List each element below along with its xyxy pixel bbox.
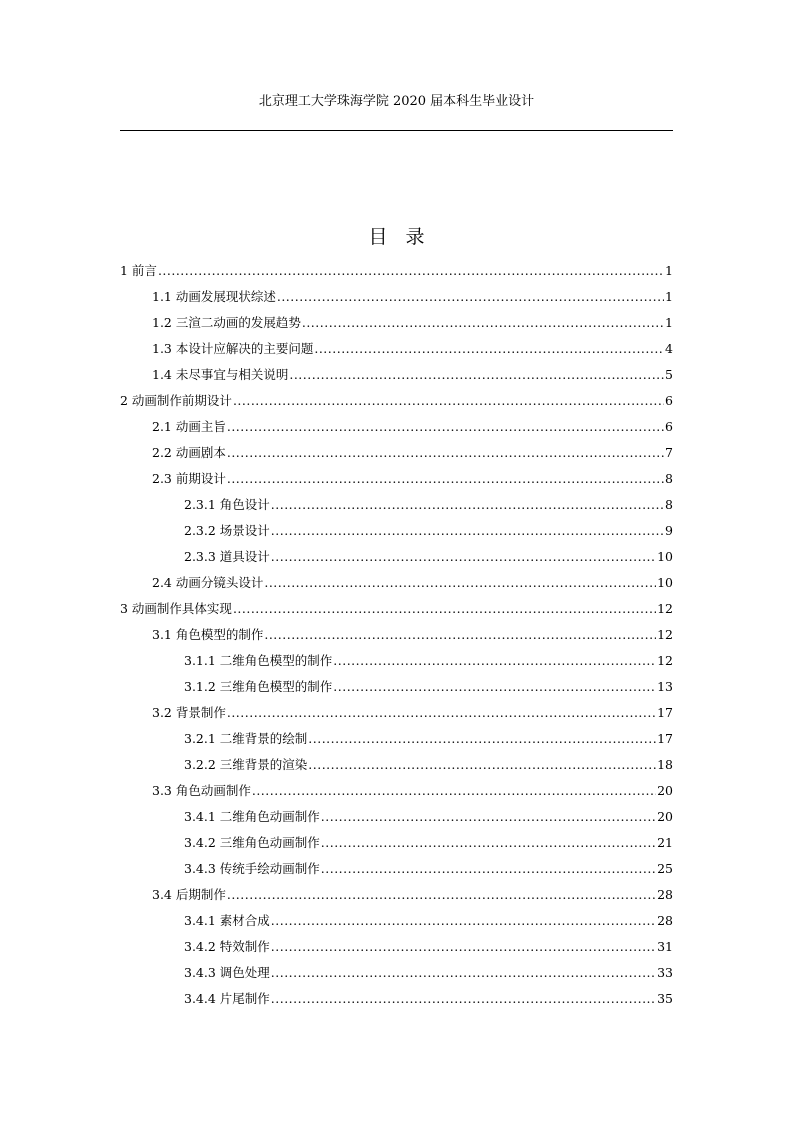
toc-dot-leader xyxy=(271,986,656,1012)
toc-dot-leader xyxy=(271,518,664,544)
toc-dot-leader xyxy=(227,440,664,466)
toc-entry[interactable] xyxy=(120,570,673,596)
toc-dot-leader xyxy=(271,934,656,960)
toc-entry-label: 3.4 后期制作 xyxy=(152,887,226,902)
toc-entry[interactable] xyxy=(120,388,673,414)
toc-entry-page: 8 xyxy=(665,471,673,486)
toc-entry-label: 3.2 背景制作 xyxy=(152,705,226,720)
toc-entry[interactable] xyxy=(120,336,673,362)
toc-entry-label: 3.1.1 二维角色模型的制作 xyxy=(184,653,333,668)
toc-dot-leader xyxy=(302,310,664,336)
toc-entry-page: 28 xyxy=(657,913,673,928)
toc-entry-page: 1 xyxy=(665,289,673,304)
toc-entry[interactable] xyxy=(120,414,673,440)
toc-dot-leader xyxy=(158,258,664,284)
toc-entry-page: 33 xyxy=(657,965,673,980)
toc-entry-page: 13 xyxy=(657,679,673,694)
toc-entry-page: 8 xyxy=(665,497,673,512)
toc-entry-page: 17 xyxy=(657,731,673,746)
table-of-contents xyxy=(120,258,673,1012)
toc-entry-label: 2.3.2 场景设计 xyxy=(184,523,270,538)
toc-entry-page: 9 xyxy=(665,523,673,538)
toc-entry[interactable] xyxy=(120,934,673,960)
toc-entry[interactable] xyxy=(120,284,673,310)
toc-entry-page: 25 xyxy=(657,861,673,876)
toc-entry[interactable] xyxy=(120,700,673,726)
toc-entry-page: 21 xyxy=(657,835,673,850)
toc-dot-leader xyxy=(233,388,664,414)
toc-entry-page: 6 xyxy=(665,419,673,434)
toc-entry-page: 17 xyxy=(657,705,673,720)
toc-dot-leader xyxy=(227,700,656,726)
toc-entry-label: 3.4.4 片尾制作 xyxy=(184,991,270,1006)
toc-entry-page: 1 xyxy=(665,315,673,330)
toc-entry[interactable] xyxy=(120,362,673,388)
toc-entry-label: 3 动画制作具体实现 xyxy=(120,601,232,616)
toc-entry-label: 1.3 本设计应解决的主要问题 xyxy=(152,341,314,356)
toc-dot-leader xyxy=(271,544,656,570)
toc-entry-label: 1.1 动画发展现状综述 xyxy=(152,289,276,304)
toc-entry-page: 28 xyxy=(657,887,673,902)
toc-entry[interactable] xyxy=(120,466,673,492)
header-rule xyxy=(120,130,673,131)
toc-entry-label: 3.4.2 特效制作 xyxy=(184,939,270,954)
toc-entry[interactable] xyxy=(120,622,673,648)
toc-dot-leader xyxy=(264,570,656,596)
toc-entry[interactable] xyxy=(120,310,673,336)
toc-entry-page: 20 xyxy=(657,809,673,824)
toc-entry-label: 2.3.1 角色设计 xyxy=(184,497,270,512)
toc-entry[interactable] xyxy=(120,778,673,804)
toc-entry[interactable] xyxy=(120,804,673,830)
toc-entry-label: 3.4.1 二维角色动画制作 xyxy=(184,809,320,824)
toc-entry[interactable] xyxy=(120,882,673,908)
toc-entry-label: 3.4.2 三维角色动画制作 xyxy=(184,835,320,850)
toc-entry[interactable] xyxy=(120,752,673,778)
toc-entry-label: 1 前言 xyxy=(120,263,157,278)
toc-entry[interactable] xyxy=(120,648,673,674)
toc-entry[interactable] xyxy=(120,986,673,1012)
toc-entry-label: 3.4.3 传统手绘动画制作 xyxy=(184,861,320,876)
toc-dot-leader xyxy=(227,882,656,908)
toc-dot-leader xyxy=(277,284,664,310)
toc-entry-label: 2 动画制作前期设计 xyxy=(120,393,232,408)
page-header: 北京理工大学珠海学院 2020 届本科生毕业设计 xyxy=(258,94,535,109)
toc-entry-label: 2.3 前期设计 xyxy=(152,471,226,486)
toc-entry[interactable] xyxy=(120,960,673,986)
toc-entry-page: 10 xyxy=(657,575,673,590)
toc-dot-leader xyxy=(308,752,656,778)
toc-entry-label: 3.2.2 三维背景的渲染 xyxy=(184,757,308,772)
toc-entry[interactable] xyxy=(120,830,673,856)
toc-entry-label: 3.1.2 三维角色模型的制作 xyxy=(184,679,333,694)
toc-entry[interactable] xyxy=(120,908,673,934)
toc-entry-label: 2.3.3 道具设计 xyxy=(184,549,270,564)
toc-entry-label: 3.1 角色模型的制作 xyxy=(152,627,264,642)
toc-entry[interactable] xyxy=(120,258,673,284)
toc-entry-page: 35 xyxy=(657,991,673,1006)
toc-entry-page: 31 xyxy=(657,939,673,954)
toc-dot-leader xyxy=(233,596,656,622)
toc-dot-leader xyxy=(321,856,656,882)
toc-dot-leader xyxy=(289,362,664,388)
toc-entry-page: 12 xyxy=(657,601,673,616)
toc-dot-leader xyxy=(333,674,656,700)
toc-entry[interactable] xyxy=(120,674,673,700)
toc-entry-page: 20 xyxy=(657,783,673,798)
toc-entry[interactable] xyxy=(120,440,673,466)
toc-entry-page: 12 xyxy=(657,627,673,642)
toc-entry-page: 5 xyxy=(665,367,673,382)
toc-entry-page: 12 xyxy=(657,653,673,668)
toc-entry-label: 2.4 动画分镜头设计 xyxy=(152,575,264,590)
toc-dot-leader xyxy=(271,492,664,518)
toc-entry-label: 3.4.1 素材合成 xyxy=(184,913,270,928)
toc-entry-label: 2.2 动画剧本 xyxy=(152,445,226,460)
toc-dot-leader xyxy=(227,414,664,440)
toc-entry-page: 10 xyxy=(657,549,673,564)
toc-dot-leader xyxy=(271,908,656,934)
toc-entry-label: 1.2 三渲二动画的发展趋势 xyxy=(152,315,301,330)
toc-entry-page: 7 xyxy=(665,445,673,460)
toc-entry[interactable] xyxy=(120,726,673,752)
toc-dot-leader xyxy=(271,960,656,986)
toc-dot-leader xyxy=(308,726,656,752)
toc-entry[interactable] xyxy=(120,544,673,570)
toc-entry-page: 6 xyxy=(665,393,673,408)
toc-entry-page: 18 xyxy=(657,757,673,772)
toc-dot-leader xyxy=(333,648,656,674)
toc-entry-label: 2.1 动画主旨 xyxy=(152,419,226,434)
toc-dot-leader xyxy=(252,778,656,804)
toc-entry-page: 1 xyxy=(665,263,673,278)
toc-entry-label: 1.4 未尽事宜与相关说明 xyxy=(152,367,289,382)
toc-entry[interactable] xyxy=(120,596,673,622)
toc-dot-leader xyxy=(321,830,656,856)
toc-entry[interactable] xyxy=(120,518,673,544)
toc-dot-leader xyxy=(227,466,664,492)
toc-entry[interactable] xyxy=(120,492,673,518)
toc-entry-page: 4 xyxy=(665,341,673,356)
toc-entry-label: 3.3 角色动画制作 xyxy=(152,783,251,798)
toc-dot-leader xyxy=(264,622,656,648)
toc-dot-leader xyxy=(321,804,656,830)
toc-entry[interactable] xyxy=(120,856,673,882)
toc-entry-label: 3.4.3 调色处理 xyxy=(184,965,270,980)
toc-dot-leader xyxy=(314,336,664,362)
toc-entry-label: 3.2.1 二维背景的绘制 xyxy=(184,731,308,746)
toc-title: 目录 xyxy=(368,226,443,248)
